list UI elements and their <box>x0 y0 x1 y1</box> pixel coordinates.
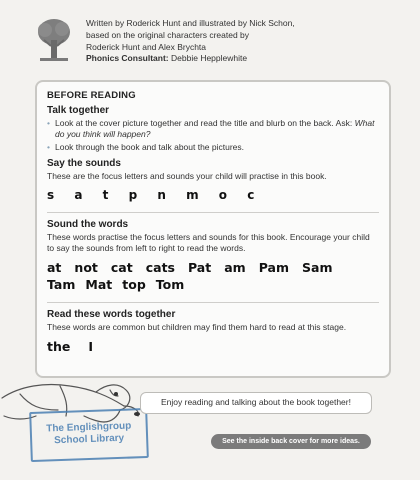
stamp-line-2: School Library <box>53 432 125 447</box>
divider <box>47 212 379 213</box>
talk-bullet-1-question: What do you think will happen? <box>55 118 375 139</box>
letter: m <box>186 188 207 202</box>
talk-together-heading: Talk together <box>47 105 110 116</box>
credits-line-4 <box>86 53 386 65</box>
credits-line-1: Written by Roderick Hunt and illustrated by Nick Schon, <box>86 18 295 28</box>
before-reading-panel <box>35 80 391 378</box>
word: top <box>122 277 146 292</box>
enjoy-reading-box: Enjoy reading and talking about the book together! <box>140 392 372 414</box>
talk-bullet-1-text: Look at the cover picture together and read the title and blurb on the back. Ask: <box>55 118 355 128</box>
sound-words-row-1 <box>47 260 379 275</box>
more-ideas-pill: See the inside back cover for more ideas. <box>211 434 371 449</box>
focus-letters <box>47 188 379 202</box>
word: at <box>47 260 62 275</box>
word: am <box>224 260 246 275</box>
word: Pam <box>258 260 289 275</box>
word: Sam <box>302 260 333 275</box>
credits-line-2: based on the original characters created by <box>86 29 250 40</box>
letter: s <box>47 188 63 202</box>
letter: a <box>74 188 91 202</box>
letter: n <box>157 188 174 202</box>
stamp-line-1: The Englishgroup <box>46 420 132 435</box>
word: Pat <box>187 260 212 275</box>
word: Mat <box>85 277 113 292</box>
read-together-heading: Read these words together <box>47 309 176 320</box>
word: cats <box>145 260 175 275</box>
word: I <box>88 339 94 354</box>
phonics-consultant-label: Phonics Consultant: <box>86 53 169 64</box>
word: cat <box>110 260 133 275</box>
tree-logo-icon <box>34 16 74 64</box>
talk-bullet-2: • Look through the book and talk about the pictures. <box>47 142 379 153</box>
letter: p <box>128 188 146 202</box>
library-stamp <box>29 408 149 462</box>
talk-bullet-1 <box>47 118 379 140</box>
word: Tom <box>155 277 185 292</box>
read-together-text: These words are common but children may find them hard to read at this stage. <box>47 322 347 332</box>
credits-block <box>86 18 386 65</box>
common-words <box>47 339 379 354</box>
word: the <box>47 339 71 354</box>
sound-words-text: These words practise the focus letters and sounds for this book. Encourage your child to say the sounds from left to right to read the words. <box>47 232 370 253</box>
divider <box>47 302 379 303</box>
sound-words-row-2 <box>47 277 379 292</box>
letter: t <box>102 188 117 202</box>
letter: o <box>218 188 236 202</box>
word: Tam <box>47 277 76 292</box>
sound-words-heading: Sound the words <box>47 219 129 230</box>
phonics-consultant-name: Debbie Hepplewhite <box>171 53 248 64</box>
credits-line-3: Roderick Hunt and Alex Brychta <box>86 41 207 52</box>
say-sounds-text: These are the focus letters and sounds your child will practise in this book. <box>47 171 327 181</box>
letter: c <box>247 188 263 202</box>
say-sounds-heading: Say the sounds <box>47 158 121 169</box>
panel-title: BEFORE READING <box>47 90 136 101</box>
word: not <box>74 260 98 275</box>
